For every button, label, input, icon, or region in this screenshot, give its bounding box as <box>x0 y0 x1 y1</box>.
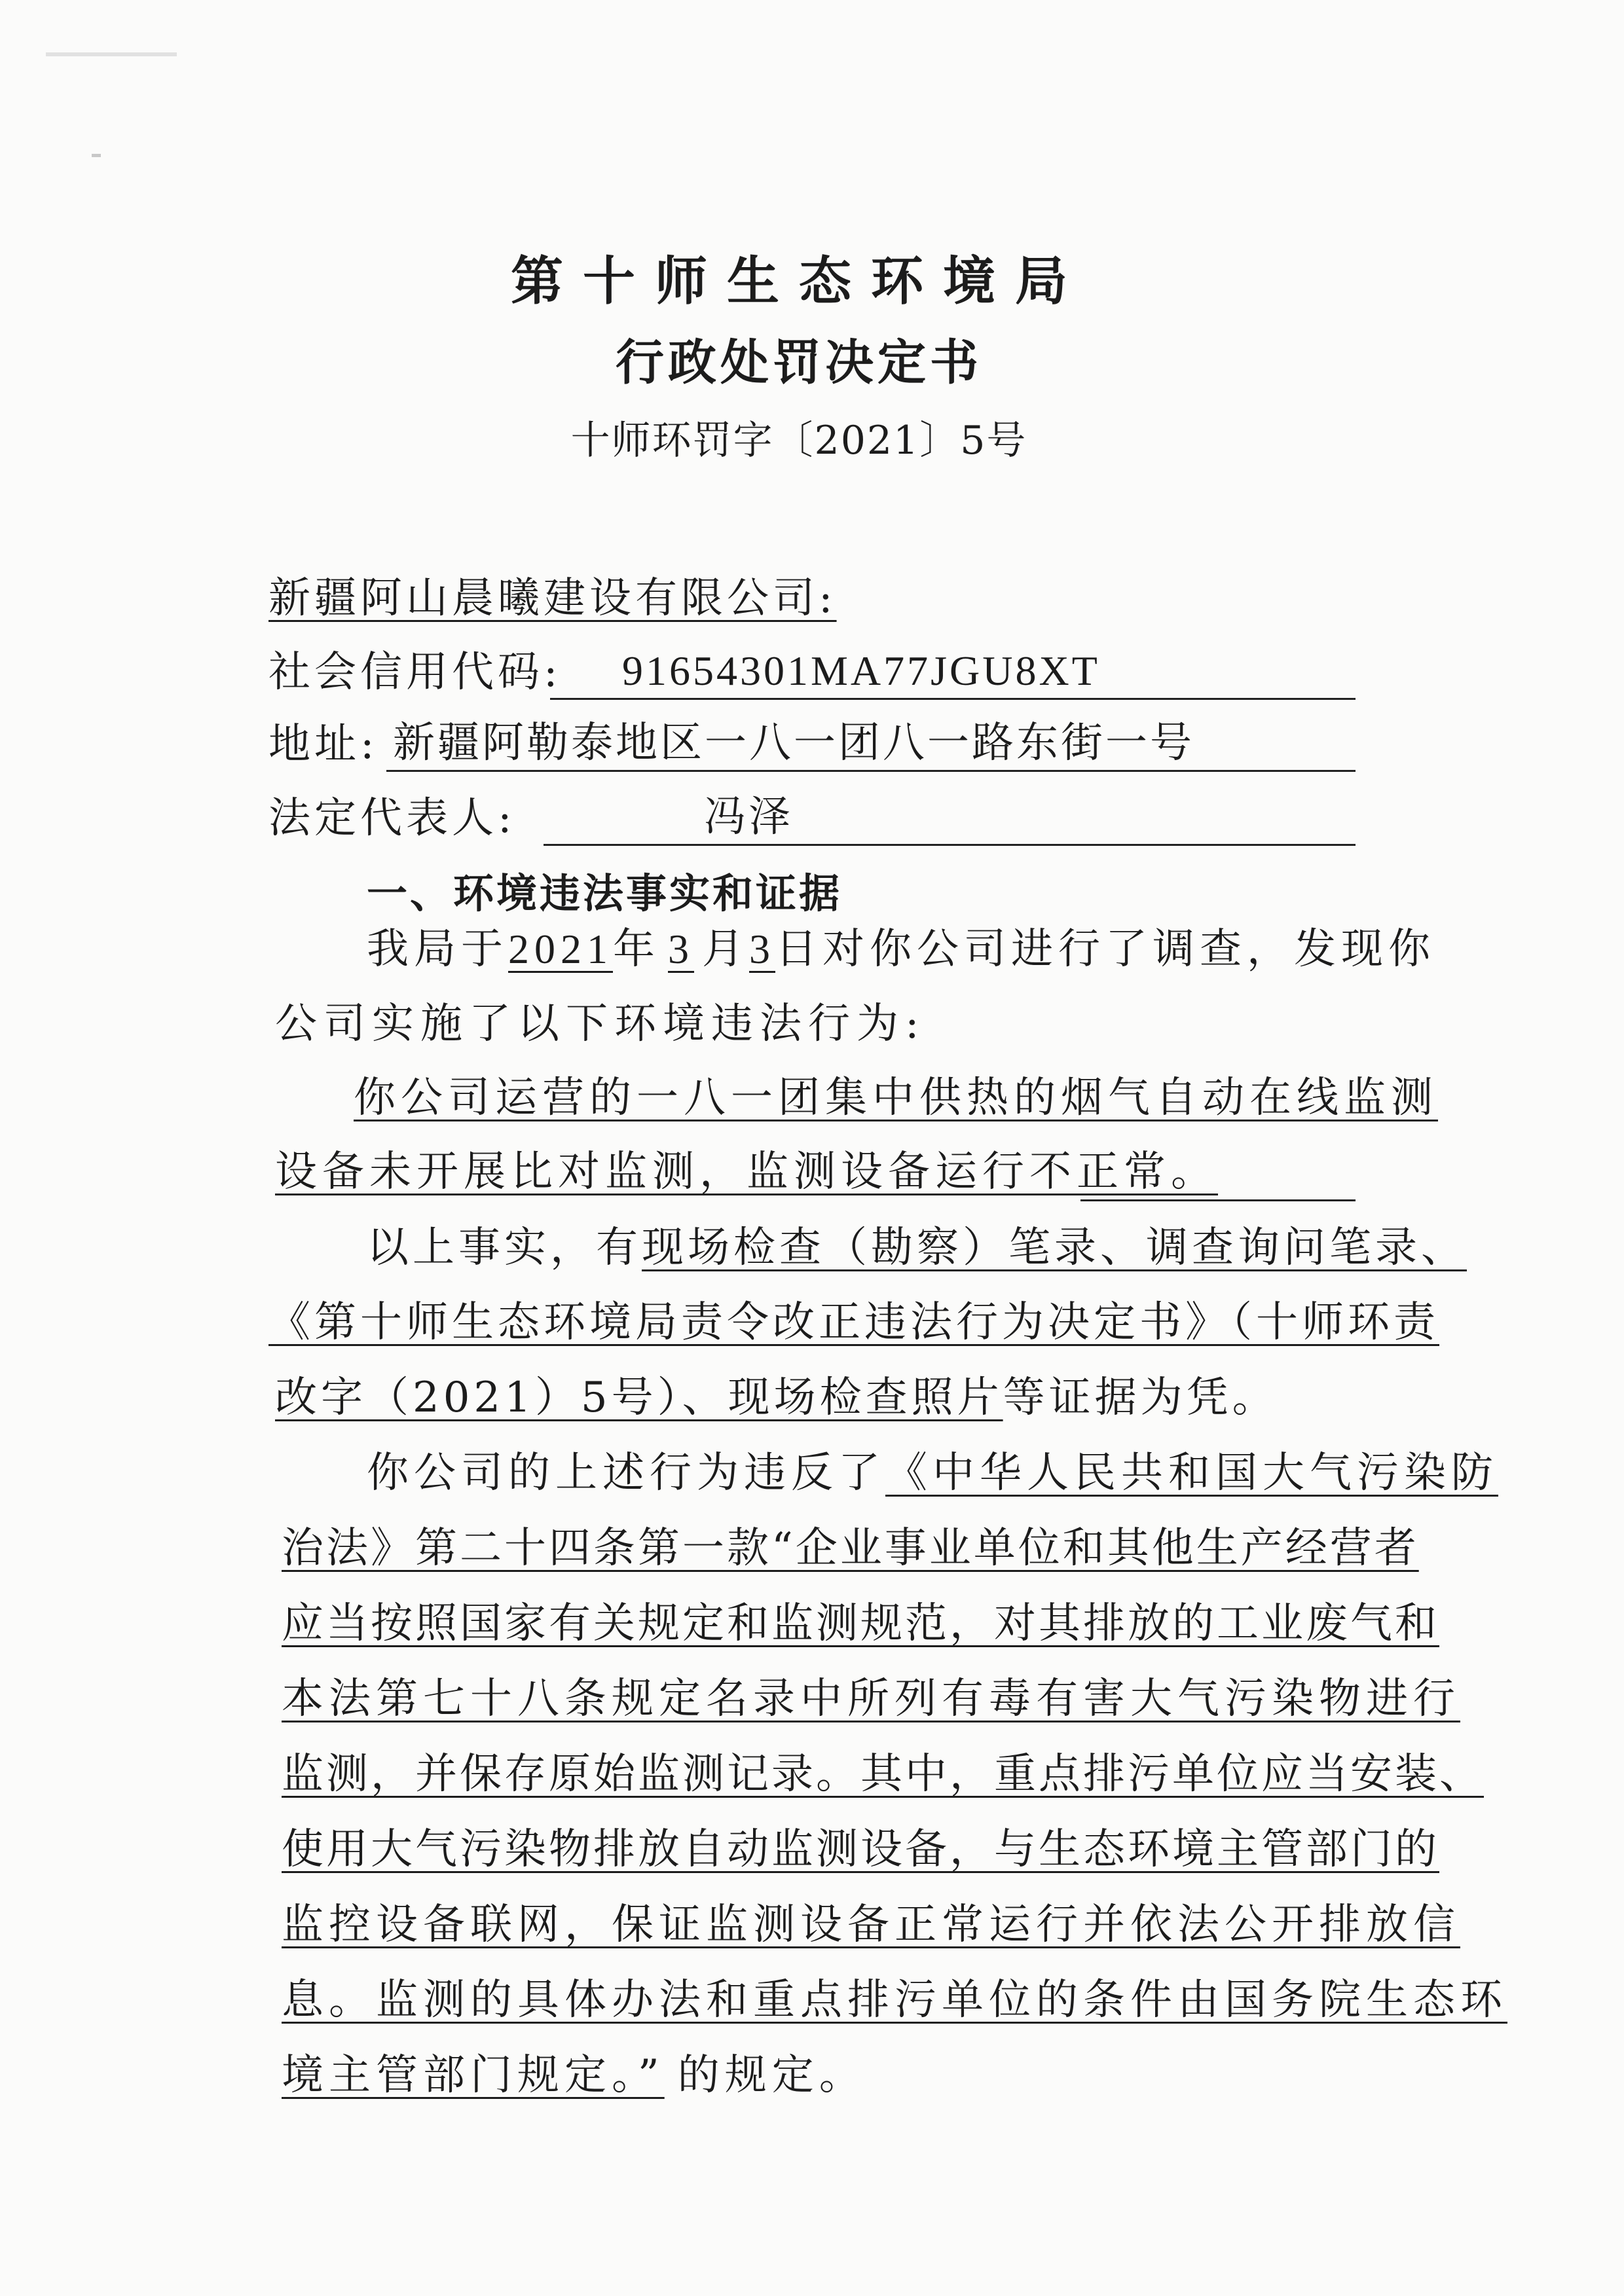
document-number: 十师环罚字〔2021〕5号 <box>570 418 1027 464</box>
law-citation-line: 监测，并保存原始监测记录。其中，重点排污单位应当安装、 <box>282 1750 1484 1798</box>
law-citation: 境主管部门规定。” <box>282 2051 665 2100</box>
text-fragment: 的规定。 <box>677 2051 866 2100</box>
law-citation-line: 本法第七十八条规定名录中所列有毒有害大气污染物进行 <box>282 1675 1460 1723</box>
law-citation-line: 使用大气污染物排放自动监测设备，与生态环境主管部门的 <box>282 1825 1439 1874</box>
address-value: 新疆阿勒泰地区一八一团八一路东街一号 <box>393 719 1194 767</box>
legal-rep-underline <box>544 844 1356 846</box>
text-fragment: 以上事实，有 <box>367 1224 642 1272</box>
text-fragment: 年 <box>613 925 660 974</box>
violation-underline-extension <box>1080 1199 1356 1201</box>
party-name: 新疆阿山晨曦建设有限公司: <box>268 574 837 623</box>
violation-description-line: 你公司运营的一八一团集中供热的烟气自动在线监测 <box>354 1074 1438 1122</box>
law-citation-line: 应当按照国家有关规定和监测规范，对其排放的工业废气和 <box>282 1599 1439 1648</box>
paragraph-line <box>367 925 1435 974</box>
text-fragment: 月 <box>702 925 749 974</box>
legal-rep-label: 法定代表人: <box>268 794 516 843</box>
legal-rep-value: 冯泽 <box>704 793 793 841</box>
paragraph-line <box>367 1449 1498 1497</box>
survey-year: 2021 <box>508 926 613 972</box>
paragraph-line <box>275 1374 1278 1422</box>
evidence-text: 现场检查（勘察）笔录、调查询问笔录、 <box>642 1224 1467 1272</box>
text-fragment: 你公司的上述行为违反了 <box>367 1449 885 1497</box>
paragraph-line <box>367 1224 1467 1272</box>
law-citation-line: 监控设备联网，保证监测设备正常运行并依法公开排放信 <box>282 1901 1460 1949</box>
scan-mark <box>92 154 101 157</box>
address-underline <box>386 770 1356 772</box>
scan-mark <box>46 52 177 56</box>
evidence-text: 改字（2021）5号）、现场检查照片 <box>275 1374 1003 1422</box>
text-fragment: 等证据为凭。 <box>1003 1374 1278 1422</box>
document-title-type: 行政处罚决定书 <box>616 335 982 391</box>
law-citation-line: 治法》第二十四条第一款“企业事业单位和其他生产经营者 <box>282 1524 1419 1573</box>
section-heading: 一、环境违法事实和证据 <box>367 869 843 917</box>
document-title-org: 第十师生态环境局 <box>511 250 1087 312</box>
law-citation: 《中华人民共和国大气污染防 <box>885 1449 1498 1497</box>
text-fragment: 日对你公司进行了调查，发现你 <box>775 925 1435 974</box>
address-label: 地址: <box>268 720 378 769</box>
violation-description-line: 设备未开展比对监测，监测设备运行不正常。 <box>275 1148 1218 1196</box>
credit-code-underline <box>550 698 1356 700</box>
credit-code-value: 91654301MA77JGU8XT <box>622 647 1100 694</box>
paragraph-line <box>282 2051 866 2100</box>
text-fragment: 我局于 <box>367 925 508 974</box>
paragraph-line: 公司实施了以下环境违法行为: <box>275 1000 926 1048</box>
law-citation-line: 息。监测的具体办法和重点排污单位的条件由国务院生态环 <box>282 1976 1507 2024</box>
credit-code-label: 社会信用代码: <box>268 648 562 697</box>
survey-day: 3 <box>749 926 775 972</box>
evidence-text-line: 《第十师生态环境局责令改正违法行为决定书》（十师环责 <box>268 1298 1439 1347</box>
survey-month: 3 <box>668 926 694 972</box>
